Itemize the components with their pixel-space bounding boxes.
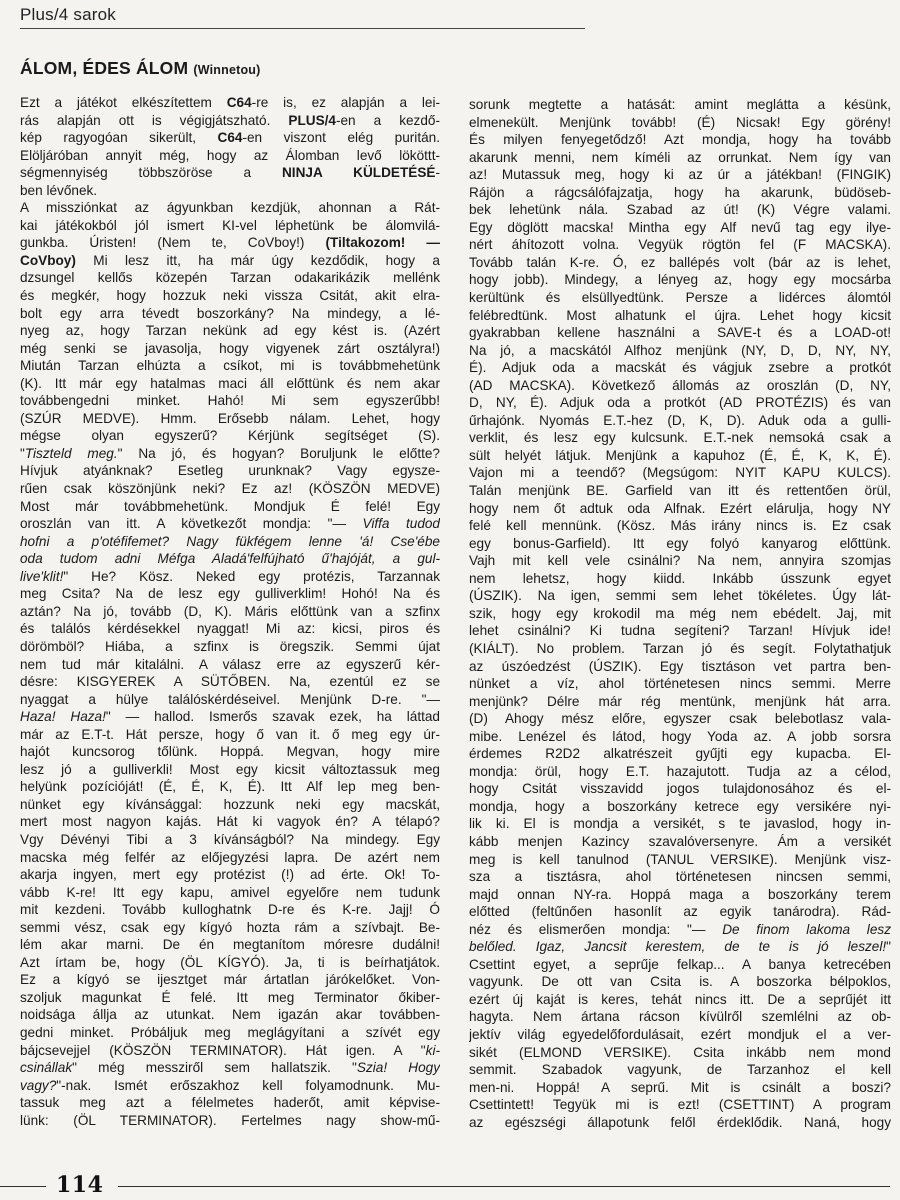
text-run: semmi vész, csak egy kígyó hozta rám a szívbajt. Be- (20, 919, 440, 935)
text-run: sza a tisztásra, ahol történetesen nincsen semmi, (469, 869, 891, 885)
text-run: tassuk meg azt a félelmetes haderőt, amit képvise- (20, 1095, 440, 1111)
text-run: nünket a víz, ahol történetesen nincs semmi. Merre (469, 676, 891, 692)
text-line (20, 287, 440, 305)
text-line (20, 919, 440, 937)
text-line (20, 182, 440, 200)
text-run: már az E.T-t. Hát persze, hogy ő van it. ő meg egy úr- (20, 726, 440, 742)
text-line (20, 585, 440, 603)
text-line (20, 322, 440, 340)
text-line (469, 622, 891, 640)
text-run: (AD MACSKA). Következő állomás az oroszlán (D, NY, (469, 377, 891, 393)
text-run: noidsága állja az utunkat. Nem igazán akar továbben- (20, 1007, 440, 1023)
text-run: az egészségi állapotunk felől érdeklődik. Naná, hogy (469, 1114, 891, 1130)
text-line (469, 342, 891, 360)
text-run: - (435, 165, 440, 181)
text-run: Vgy Dévényi Tibi a 3 kívánságból? Na mindegy. Egy (20, 831, 440, 847)
text-run: gedni minket. Próbáljuk meg meglágyítani a szívét egy (20, 1024, 440, 1040)
text-line (20, 480, 440, 498)
text-run: felébredtünk. Most alhatunk el újra. Lehet hogy kicsit (469, 307, 891, 323)
text-line (469, 956, 891, 974)
text-run: szik, hogy egy krokodil ma még nem ebédelt. Jaj, mit (469, 605, 891, 621)
text-run: Rájön a rágcsálófajzatja, hogy ha akarunk, büdöseb- (469, 184, 891, 200)
text-line (20, 269, 440, 287)
text-run: egy bonus-Garfield). Itt egy folyó kanyarog előttünk. (469, 535, 891, 551)
text-run: nért áhítozott volna. Vegyük rögtön fel (F MACSKA). (469, 237, 891, 253)
text-run: semmit. Szabadok vagyunk, de Tarzanhoz el kell (469, 1062, 891, 1078)
text-line (469, 973, 891, 991)
text-run: továbbengedni minket. Hahó! Mi sem egyszerűbb! (20, 393, 440, 409)
text-line (469, 149, 891, 167)
text-run: " (886, 939, 891, 955)
text-line (469, 675, 891, 693)
text-run: hajót kuncsorog tőlünk. Hoppá. Megvan, hogy mire (20, 744, 440, 760)
text-run: Csettintett! Tegyük mi is ezt! (CSETTINT) A program (469, 1097, 891, 1113)
text-line (469, 394, 891, 412)
text-line (469, 921, 891, 939)
text-run: (K). Itt már egy hatalmas maci áll előttünk és nem akar (20, 375, 440, 391)
text-run: hagyta. Nem ártana rácson kívülről szemlélni az ob- (469, 1009, 891, 1025)
text-line (469, 1044, 891, 1062)
text-run: Azt írtam be, hogy (ÖL KÍGYÓ). Ja, ti is beírhatjátok. (20, 954, 440, 970)
text-line (20, 550, 440, 568)
text-run: (D) Ahogy mész előre, egyszer csak belebotlasz vala- (469, 711, 891, 727)
text-line (20, 603, 440, 621)
text-run: Ezt a játékot elkészítettem (20, 95, 227, 110)
text-line (469, 219, 891, 237)
text-line (469, 605, 891, 623)
text-line (20, 515, 440, 533)
text-run: Elöljáróban annyit még, hogy az Álomban levő lököttt- (20, 147, 440, 163)
text-line (20, 410, 440, 428)
text-run: És milyen fenyegetődző! Azt mondja, hogy ha tovább (469, 132, 891, 148)
text-line (20, 831, 440, 849)
text-line (20, 129, 440, 147)
text-line (469, 780, 891, 798)
text-run: men-ni. Hoppá! A seprű. Mit is csinált a boszi? (469, 1079, 891, 1095)
text-run: Na jó, a macskától Alfhoz menjünk (NY, D, D, NY, NY, (469, 342, 891, 358)
text-run: meg Csita? Na de lesz egy gulliverklim! Hohó! Na és (20, 586, 440, 602)
text-run: Hívjuk atyánknak? Esetleg urunknak? Vagy egysze- (20, 463, 440, 479)
text-run: mondja, hogy a boszorkány ketrece egy versikére nyi- (469, 798, 891, 814)
text-run: felé kell mennünk. (Kösz. Más irány nincs is. Ez csak (469, 518, 891, 534)
text-run: bek lehetünk nála. Szabad az út! (K) Végre valami. (469, 202, 891, 218)
text-line (469, 535, 891, 553)
text-line (469, 359, 891, 377)
text-line (469, 886, 891, 904)
text-line (469, 710, 891, 728)
text-line (469, 131, 891, 149)
article-title-text: ÁLOM, ÉDES ÁLOM (20, 58, 189, 78)
text-run: (ÚSZIK). Na igen, semmi sem lehet tökéletes. Úgy lát- (469, 588, 891, 604)
text-run: "-nak. Ismét erőszakhoz kell folyamodnunk. Mu- (56, 1077, 440, 1093)
text-line (20, 305, 440, 323)
text-run: Ez a kígyó se ijesztget már ártatlan járókelőket. Von- (20, 972, 440, 988)
text-run: Miután Tarzan elhúzta a csíkot, mi is továbbmehetünk (20, 358, 440, 374)
text-line (469, 728, 891, 746)
text-run: gyakrabban kellene használni a SAVE-t és a LOAD-ot! (469, 325, 891, 341)
text-run: bájcsevejjel (KÖSZÖN TERMINATOR). Hát igen. A " (20, 1042, 426, 1058)
text-run: ezért új kaját is keres, tehát nincs itt. De a seprűjét itt (469, 991, 891, 1007)
text-line (469, 464, 891, 482)
text-run: kerültünk és elsüllyedtünk. Persze a lidérces álomtól (469, 290, 891, 306)
text-run: hogy nem őt adtuk oda Alfnak. Ezért elárulja, hogy NY (469, 500, 891, 516)
article-title (20, 58, 261, 79)
text-line (20, 708, 440, 726)
text-line (20, 971, 440, 989)
italic-text: De finom lakoma lesz (722, 921, 891, 937)
text-line (469, 1079, 891, 1097)
text-line (469, 1026, 891, 1044)
bold-text: (Tiltakozom! — (325, 235, 440, 251)
text-run: az úszóedzést (ÚSZIK). Egy tisztáson vet partra ben- (469, 658, 891, 674)
text-line (469, 851, 891, 869)
italic-text: oda tudom adni Méfga Aladá'felfújható ű'hajóját, a gul- (20, 551, 440, 567)
text-run: (SZÚR MEDVE). Hmm. Erősebb nálam. Lehet, hogy (20, 410, 440, 426)
text-line (20, 147, 440, 165)
text-run: és megkér, hogy hozzuk neki vissza Csitát, akit elra- (20, 288, 440, 304)
text-line (20, 656, 440, 674)
text-line (469, 271, 891, 289)
text-line (20, 691, 440, 709)
text-run: Most már továbbmehetünk. Mondjuk É felé! Egy (20, 498, 440, 514)
italic-text: Haza! Haza! (20, 709, 106, 725)
text-run: lesz jó a gulliverkli! Most egy kicsit változtassuk meg (20, 761, 440, 777)
text-run: dzsungel kellős közepén Tarzan odakarikázik mellénk (20, 270, 440, 286)
text-run: kább menjen Kazincy szavalóversenyre. Ám a versikét (469, 833, 891, 849)
text-run: Csettint egyet, a seprűje felkap... A banya ketrecében (469, 956, 891, 972)
text-run: Vajh mit kell vele csinálni? Na nem, annyira szomjas (469, 553, 891, 569)
text-line (20, 1094, 440, 1112)
text-run: előtted (feltűnően hasonlít az egyik tanárodra). Rád- (469, 904, 891, 920)
text-run: -en a kezdő- (335, 112, 440, 128)
text-line (469, 903, 891, 921)
text-line (469, 447, 891, 465)
italic-text: Tiszteld meg. (24, 445, 118, 461)
section-title: Plus/4 sarok (20, 5, 116, 24)
text-run: vagyunk. De ott van Csita is. A boszorka bélpoklos, (469, 974, 891, 990)
article-author: (Winnetou) (193, 63, 261, 77)
text-line (20, 743, 440, 761)
footer-rule-right (118, 1186, 890, 1187)
text-run: lünk: (ÖL TERMINATOR). Fertelmes nagy show-mű- (20, 1112, 440, 1128)
text-run: az! Mutassuk meg, hogy ki az úr a játékban! (FINGIK) (469, 167, 891, 183)
text-line (469, 833, 891, 851)
text-run: mégse olyan egyszerű? Kérjünk segítséget (S). (20, 428, 440, 444)
text-run: " He? Kösz. Neked egy protézis, Tarzannak (63, 568, 440, 584)
text-run: " Na jó, és hogyan? Boruljunk le előtte? (117, 445, 440, 461)
text-run: dörömböl? Hiába, a szfinx is öregszik. Semmi újat (20, 638, 440, 654)
text-line (469, 254, 891, 272)
text-run: ségmennyiség többszöröse a (20, 165, 282, 181)
text-run: Talán menjünk BE. Garfield van itt és rettentően örül, (469, 483, 891, 499)
running-header (20, 4, 585, 29)
text-line (20, 620, 440, 638)
text-line (469, 184, 891, 202)
italic-text: Viffa tudod (362, 516, 440, 532)
text-run: -en viszont elég puritán. (242, 130, 440, 146)
text-line (469, 991, 891, 1009)
text-run: elmenekült. Menjünk tovább! (É) Nicsak! Egy görény! (469, 114, 891, 130)
text-run: és találós kérdésekkel nyaggat! Mi az: kicsi, piros és (20, 621, 440, 637)
text-line (20, 884, 440, 902)
text-line (469, 114, 891, 132)
text-line (469, 570, 891, 588)
text-line (469, 1114, 891, 1132)
right-column (469, 96, 891, 1131)
text-line (20, 761, 440, 779)
text-run: D, NY, É). Adjuk oda a protkót (AD PROTÉZIS) és van (469, 395, 891, 411)
italic-text: hofni a p'otéfifemet? Nagy fükfégem lenne 'á! Cse'ébe (20, 533, 440, 549)
text-run: macska még felfér az előjegyzési lapra. De azért nem (20, 849, 440, 865)
text-line (20, 252, 440, 270)
italic-text: Szia! Hogy (356, 1060, 440, 1076)
text-run: sikét (ELMOND VERSIKE). Csita inkább nem mond (469, 1044, 891, 1060)
text-line (20, 1112, 440, 1130)
text-line (20, 849, 440, 867)
text-run: mert most nagyon kajás. Hát ki vagyok én? A télapó? (20, 814, 440, 830)
text-line (20, 340, 440, 358)
text-line (469, 693, 891, 711)
bold-text: CoVboy) (20, 252, 76, 268)
text-line (469, 1096, 891, 1114)
text-line (20, 217, 440, 235)
text-run: nyaggat a hülye találóskérdéseivel. Menjünk D-re. "— (20, 691, 440, 707)
text-run: désre: KISGYEREK A SÜTŐBEN. Na, ezentúl ez se (20, 674, 440, 690)
text-line (469, 96, 891, 114)
text-run: sült helyét látjuk. Menjünk a kapuhoz (É, É, K, K, É). (469, 447, 891, 463)
text-run: jektív világ egyedelőfordulásait, ezért mondjuk el a ver- (469, 1026, 891, 1042)
text-run: aztán? Na jó, tovább (D, K). Máris előttünk van a szfinx (20, 603, 440, 619)
italic-text: csinállak (20, 1060, 73, 1076)
footer-rule-left (0, 1186, 46, 1187)
text-run: lém akar marni. De én megtanítom móresre dudálni! (20, 937, 440, 953)
text-line (20, 199, 440, 217)
text-run: akarunk menni, nem kíméli az orrunkat. Nem így van (469, 149, 891, 165)
text-line (469, 815, 891, 833)
text-line (469, 429, 891, 447)
text-line (469, 377, 891, 395)
text-line (469, 938, 891, 956)
text-run: hogy Csitát visszavidd jogos tulajdonosához és el- (469, 781, 891, 797)
text-run: még senki se javasolja, hogy vigyenek zárt osztályra!) (20, 340, 440, 356)
text-line (20, 445, 440, 463)
text-run: mit kezdeni. Tovább kulloghatnk D-re és K-re. Jajj! Ó (20, 902, 440, 918)
text-line (469, 798, 891, 816)
text-line (469, 324, 891, 342)
text-run: Mi lesz itt, ha már úgy kezdődik, hogy a (75, 252, 440, 268)
text-line (469, 166, 891, 184)
text-line (20, 989, 440, 1007)
text-run: menjünk? Délre már rég mentünk, menjünk hát arra. (469, 693, 891, 709)
text-line (469, 307, 891, 325)
text-line (20, 375, 440, 393)
text-run: nyeg az, hogy Tarzan nekünk ad egy kést is. (Azért (20, 323, 440, 339)
text-run: verklit, és lesz egy kulcsunk. E.T.-nek nemsoká csak a (469, 430, 891, 446)
text-line (20, 462, 440, 480)
text-line (20, 164, 440, 182)
text-line (469, 1008, 891, 1026)
text-run: -re is, ez alapján a lei- (251, 95, 440, 110)
text-line (20, 1042, 440, 1060)
text-line (20, 638, 440, 656)
text-line (469, 201, 891, 219)
text-run: sorunk megtette a hatását: amint meglátta a késünk, (469, 97, 891, 112)
text-run: rás alapján ott is végigjátszható. (20, 112, 289, 128)
text-run: lik ki. El is mondja a versikét, s te javaslod, hogy in- (469, 816, 891, 832)
text-line (20, 954, 440, 972)
text-line (469, 236, 891, 254)
italic-text: live'klit! (20, 568, 64, 584)
text-line (469, 763, 891, 781)
italic-text: vagy? (20, 1077, 57, 1093)
text-run: néz és elismerően mondja: "— (469, 921, 723, 937)
text-line (469, 640, 891, 658)
text-run: akarja ingyen, mert egy protézist (!) ad érte. Ok! To- (20, 867, 440, 883)
text-run: ben lévőnek. (20, 182, 98, 198)
italic-text: ki- (425, 1042, 440, 1058)
text-line (20, 357, 440, 375)
text-line (469, 552, 891, 570)
text-run: szoljuk magunkat É felé. Itt meg Terminator őkiber- (20, 989, 440, 1005)
text-run: A missziónkat az ágyunkban kezdjük, ahonnan a Rát- (20, 200, 440, 216)
bold-text: C64 (217, 130, 243, 146)
text-line (469, 289, 891, 307)
bold-text: C64 (226, 95, 252, 110)
text-run: É). Adjuk oda a macskát és vágjuk zsebre a protkót (469, 360, 891, 376)
text-run: meg is kell tanulnod (TANUL VERSIKE). Menjünk visz- (469, 851, 891, 867)
text-run: nem tud már kitalálni. A válasz erre az egyszerű kér- (20, 656, 440, 672)
text-line (469, 500, 891, 518)
text-run: majd onnan NY-ra. Hoppá maga a boszorkány terem (469, 886, 891, 902)
text-run: " — hallod. Ismerős szavak ezek, ha láttad (105, 709, 440, 725)
text-line (20, 1024, 440, 1042)
text-run: " még messziről sem hallatszik. " (72, 1060, 357, 1076)
text-line (20, 533, 440, 551)
text-run: hogy jobb). Mindegy, a lényeg az, hogy egy mocsárba (469, 272, 891, 288)
text-run: Tovább talán K-re. Ó, ez ballépés volt (bár az is lehet, (469, 254, 891, 270)
text-line (20, 901, 440, 919)
text-run: rűen csak köszönjünk neki? Ez az! (KÖSZÖN MEDVE) (20, 481, 440, 497)
text-line (469, 658, 891, 676)
text-line (20, 866, 440, 884)
text-line (20, 427, 440, 445)
text-line (469, 868, 891, 886)
text-run: mondja: örül, hogy E.T. hazajutott. Tudja az a célod, (469, 763, 891, 779)
text-line (20, 796, 440, 814)
text-run: vább K-re! Itt egy kapu, amivel egyelőre nem tudunk (20, 884, 440, 900)
text-line (20, 726, 440, 744)
text-line (20, 498, 440, 516)
text-run: nünket egy kívánsággal: hozzunk neki egy macskát, (20, 796, 440, 812)
bold-text: NINJA KÜLDETÉSÉ (281, 165, 436, 181)
text-line (469, 482, 891, 500)
text-run: lehet csinálni? Ki tudna segíteni? Tarzan! Hívjuk ide! (469, 623, 891, 639)
text-line (20, 1059, 440, 1077)
text-line (20, 673, 440, 691)
text-run: (KIÁLT). No problem. Tarzan jó és segít. Folytathatjuk (469, 640, 891, 656)
text-line (469, 412, 891, 430)
text-line (20, 1077, 440, 1095)
text-line (20, 778, 440, 796)
text-run: oroszlán van itt. A következőt mondja: "— (20, 516, 363, 532)
text-run: nem lehetsz, hogy kiidd. Inkább ússzunk egyet (469, 570, 891, 586)
text-run: helyünk pozícióját! (É, É, K, É). Itt Alf lep meg ben- (20, 779, 440, 795)
text-run: gunkba. Úristen! (Nem te, CoVboy!) (20, 235, 326, 251)
italic-text: belőled. Igaz, Jancsit kerestem, de te is jó leszel! (469, 939, 887, 955)
text-line (469, 1061, 891, 1079)
text-run: érdemes R2D2 alkatrészeit gyűjti egy kupacba. El- (469, 746, 891, 762)
text-run: kép ragyogóan sikerült, (20, 130, 218, 146)
text-run: Egy döglött macska! Mintha egy Alf nevű tag egy ilye- (469, 219, 891, 235)
text-line (20, 234, 440, 252)
text-line (20, 1006, 440, 1024)
left-column (20, 94, 440, 1129)
text-run: kai játékokból jól ismert KI-vel léphetünk be álomvilá- (20, 217, 440, 233)
text-line (20, 392, 440, 410)
text-line (469, 517, 891, 535)
text-line (20, 94, 440, 112)
text-run: bolt egy arra tévedt boszorkány? Na mindegy, a lé- (20, 305, 440, 321)
text-line (20, 813, 440, 831)
text-run: " (20, 445, 25, 461)
page-number: 114 (56, 1172, 104, 1198)
text-run: mibe. Lenézel és látod, hogy Yoda az. A jobb sorsra (469, 728, 891, 744)
text-line (20, 112, 440, 130)
text-line (469, 587, 891, 605)
text-run: Vajon mi a teendő? (Megsúgom: NYIT KAPU KULCS). (469, 465, 891, 481)
text-line (469, 745, 891, 763)
text-run: űrhajónk. Nyomás E.T.-hez (D, K, D). Aduk oda a gulli- (469, 412, 891, 428)
bold-text: PLUS/4 (288, 112, 336, 128)
text-line (20, 936, 440, 954)
text-line (20, 568, 440, 586)
